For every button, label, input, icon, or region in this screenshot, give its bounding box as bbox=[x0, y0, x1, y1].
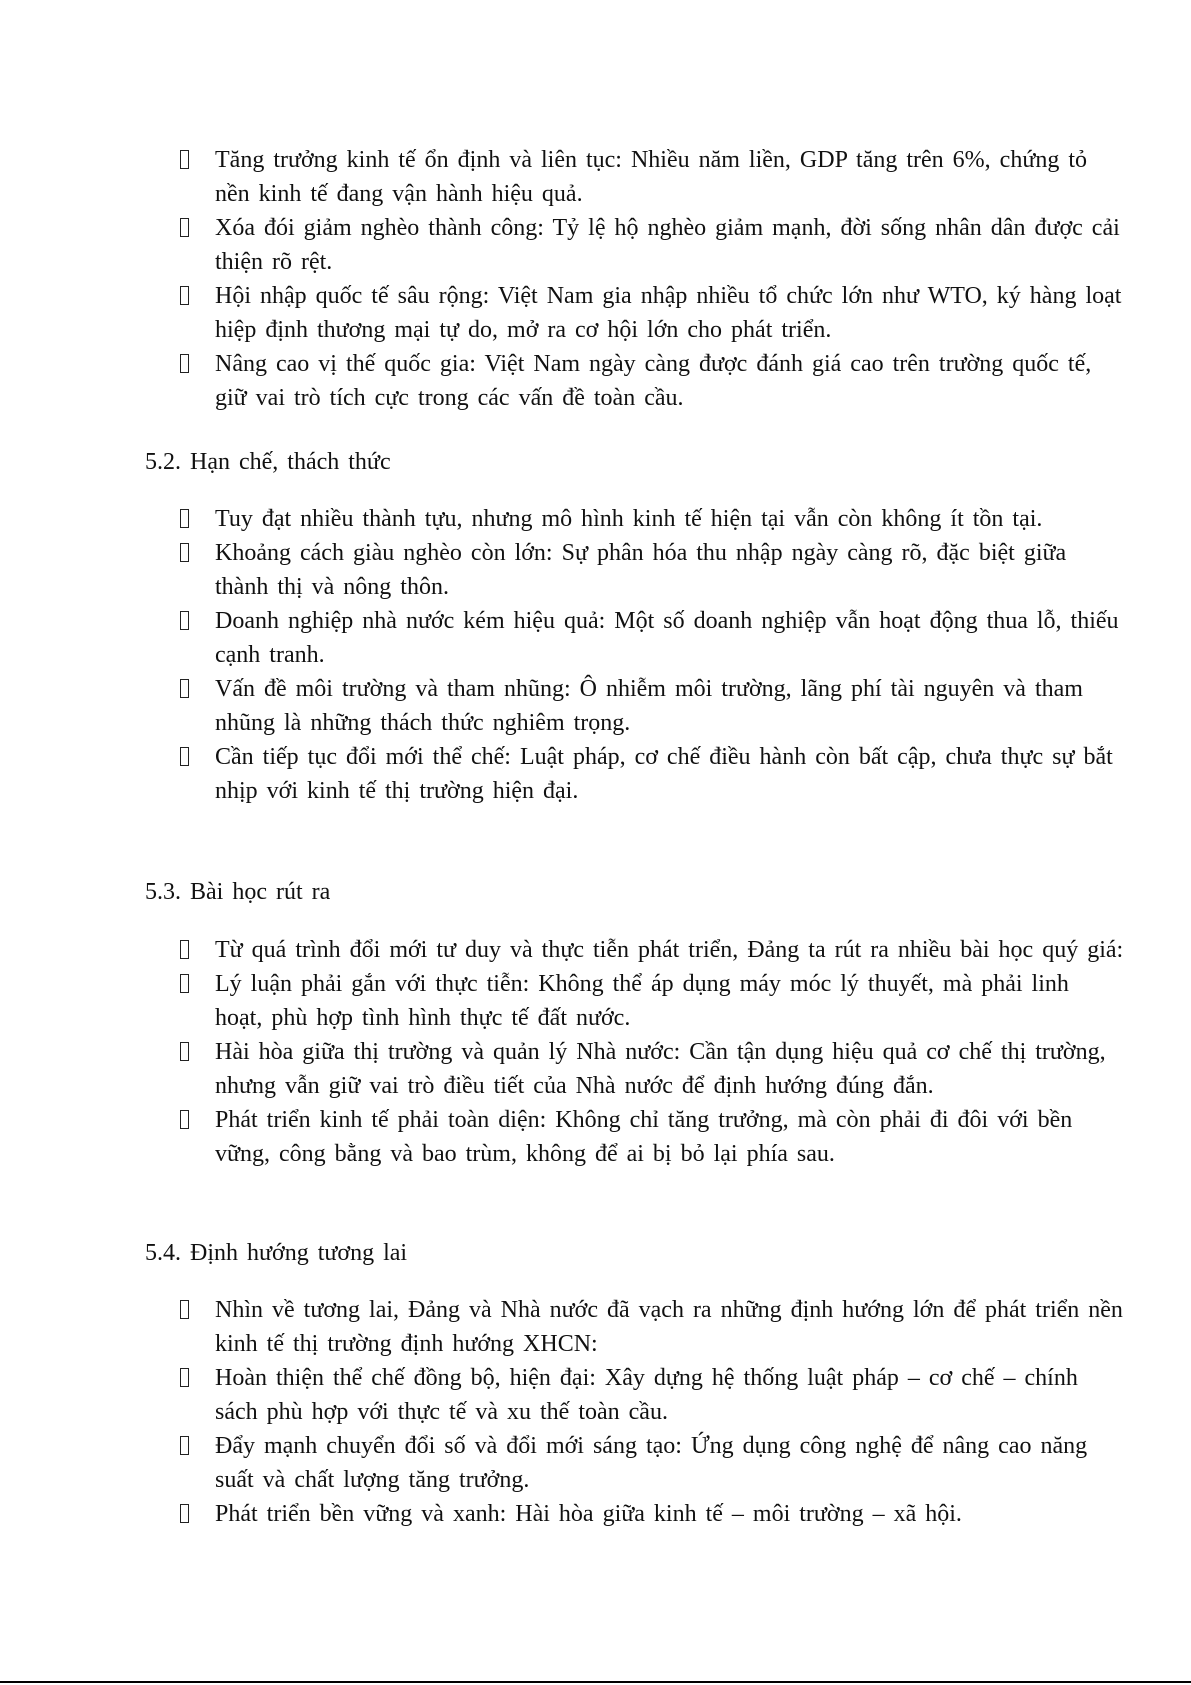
bullet-icon bbox=[180, 974, 189, 993]
bullet-icon bbox=[180, 1042, 189, 1061]
list-item: Lý luận phải gắn với thực tiễn: Không thể áp dụng máy móc lý thuyết, mà phải linh hoạt, phù hợp tình hình thực tế đất nước. bbox=[0, 967, 1125, 1035]
bullet-icon bbox=[180, 150, 189, 169]
list-item: Tuy đạt nhiều thành tựu, nhưng mô hình kinh tế hiện tại vẫn còn không ít tồn tại. bbox=[0, 502, 1125, 536]
bullet-icon bbox=[180, 1110, 189, 1129]
section-heading-5-4: 5.4. Định hướng tương lai bbox=[145, 1240, 408, 1266]
bullet-icon bbox=[180, 286, 189, 305]
section-5-1-list bbox=[0, 143, 1191, 415]
list-item: Đẩy mạnh chuyển đổi số và đổi mới sáng tạo: Ứng dụng công nghệ để nâng cao năng suất và chất lượng tăng trưởng. bbox=[0, 1429, 1125, 1497]
list-item: Khoảng cách giàu nghèo còn lớn: Sự phân hóa thu nhập ngày càng rõ, đặc biệt giữa thành thị và nông thôn. bbox=[0, 536, 1125, 604]
list-item: Xóa đói giảm nghèo thành công: Tỷ lệ hộ nghèo giảm mạnh, đời sống nhân dân được cải thiện rõ rệt. bbox=[0, 211, 1125, 279]
list-item: Doanh nghiệp nhà nước kém hiệu quả: Một số doanh nghiệp vẫn hoạt động thua lỗ, thiếu cạnh tranh. bbox=[0, 604, 1125, 672]
list-item: Nhìn về tương lai, Đảng và Nhà nước đã vạch ra những định hướng lớn để phát triển nền kinh tế thị trường định hướng XHCN: bbox=[0, 1293, 1125, 1361]
bullet-icon bbox=[180, 747, 189, 766]
section-heading-5-2: 5.2. Hạn chế, thách thức bbox=[145, 449, 391, 475]
list-item: Hoàn thiện thể chế đồng bộ, hiện đại: Xây dựng hệ thống luật pháp – cơ chế – chính sách phù hợp với thực tế và xu thế toàn cầu. bbox=[0, 1361, 1125, 1429]
section-5-2-list bbox=[0, 502, 1191, 808]
list-item: Hài hòa giữa thị trường và quản lý Nhà nước: Cần tận dụng hiệu quả cơ chế thị trường, nhưng vẫn giữ vai trò điều tiết của Nhà nước để định hướng đúng đắn. bbox=[0, 1035, 1125, 1103]
bullet-icon bbox=[180, 679, 189, 698]
bullet-icon bbox=[180, 1504, 189, 1523]
list-item: Phát triển kinh tế phải toàn diện: Không chỉ tăng trưởng, mà còn phải đi đôi với bền vững, công bằng và bao trùm, không để ai bị bỏ lại phía sau. bbox=[0, 1103, 1125, 1171]
bullet-icon bbox=[180, 1368, 189, 1387]
bullet-icon bbox=[180, 509, 189, 528]
section-5-4-list bbox=[0, 1293, 1191, 1531]
list-item: Nâng cao vị thế quốc gia: Việt Nam ngày càng được đánh giá cao trên trường quốc tế, giữ vai trò tích cực trong các vấn đề toàn cầu. bbox=[0, 347, 1125, 415]
bullet-icon bbox=[180, 218, 189, 237]
bullet-icon bbox=[180, 543, 189, 562]
list-item: Cần tiếp tục đổi mới thể chế: Luật pháp, cơ chế điều hành còn bất cập, chưa thực sự bắt nhịp với kinh tế thị trường hiện đại. bbox=[0, 740, 1125, 808]
list-item: Phát triển bền vững và xanh: Hài hòa giữa kinh tế – môi trường – xã hội. bbox=[0, 1497, 1125, 1531]
bullet-icon bbox=[180, 1300, 189, 1319]
bullet-icon bbox=[180, 940, 189, 959]
section-5-3-list bbox=[0, 933, 1191, 1171]
section-heading-5-3: 5.3. Bài học rút ra bbox=[145, 879, 331, 905]
bullet-icon bbox=[180, 611, 189, 630]
bullet-icon bbox=[180, 354, 189, 373]
bullet-icon bbox=[180, 1436, 189, 1455]
list-item: Tăng trưởng kinh tế ổn định và liên tục: Nhiều năm liền, GDP tăng trên 6%, chứng tỏ nền kinh tế đang vận hành hiệu quả. bbox=[0, 143, 1125, 211]
page-bottom-rule bbox=[0, 1681, 1191, 1683]
list-item: Từ quá trình đổi mới tư duy và thực tiễn phát triển, Đảng ta rút ra nhiều bài học quý giá: bbox=[0, 933, 1125, 967]
list-item: Vấn đề môi trường và tham nhũng: Ô nhiễm môi trường, lãng phí tài nguyên và tham nhũng là những thách thức nghiêm trọng. bbox=[0, 672, 1125, 740]
list-item: Hội nhập quốc tế sâu rộng: Việt Nam gia nhập nhiều tổ chức lớn như WTO, ký hàng loạt hiệp định thương mại tự do, mở ra cơ hội lớn cho phát triển. bbox=[0, 279, 1125, 347]
